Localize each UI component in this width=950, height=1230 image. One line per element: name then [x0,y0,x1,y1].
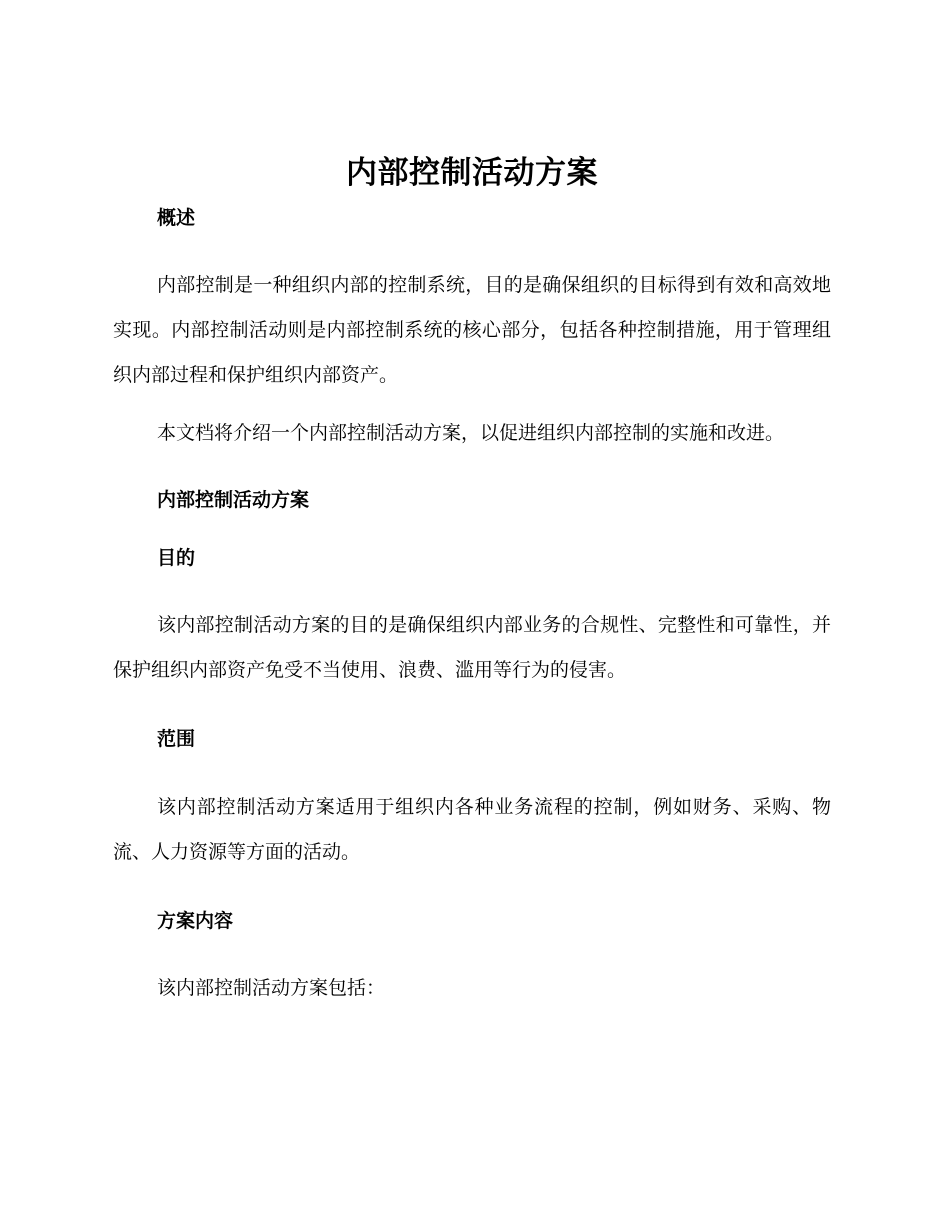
subsection-heading-scope: 范围 [157,728,196,750]
subsection-heading-content: 方案内容 [157,910,234,932]
section-heading-plan: 内部控制活动方案 [157,489,310,511]
section-heading-overview: 概述 [157,207,196,229]
subsection-heading-purpose: 目的 [157,547,196,569]
content-paragraph: 该内部控制活动方案包括： [157,977,386,999]
purpose-paragraph: 该内部控制活动方案的目的是确保组织内部业务的合规性、完整性和可靠性，并保护组织内部资产免受不当使用、浪费、滥用等行为的侵害。 [113,614,831,681]
document-title: 内部控制活动方案 [346,155,598,191]
overview-paragraph-2: 本文档将介绍一个内部控制活动方案，以促进组织内部控制的实施和改进。 [157,422,785,444]
overview-paragraph-1: 内部控制是一种组织内部的控制系统，目的是确保组织的目标得到有效和高效地实现。内部控制活动则是内部控制系统的核心部分，包括各种控制措施，用于管理组织内部过程和保护组织内部资产。 [113,274,831,386]
scope-paragraph: 该内部控制活动方案适用于组织内各种业务流程的控制，例如财务、采购、物流、人力资源等方面的活动。 [113,796,831,863]
document-body [113,148,831,1011]
